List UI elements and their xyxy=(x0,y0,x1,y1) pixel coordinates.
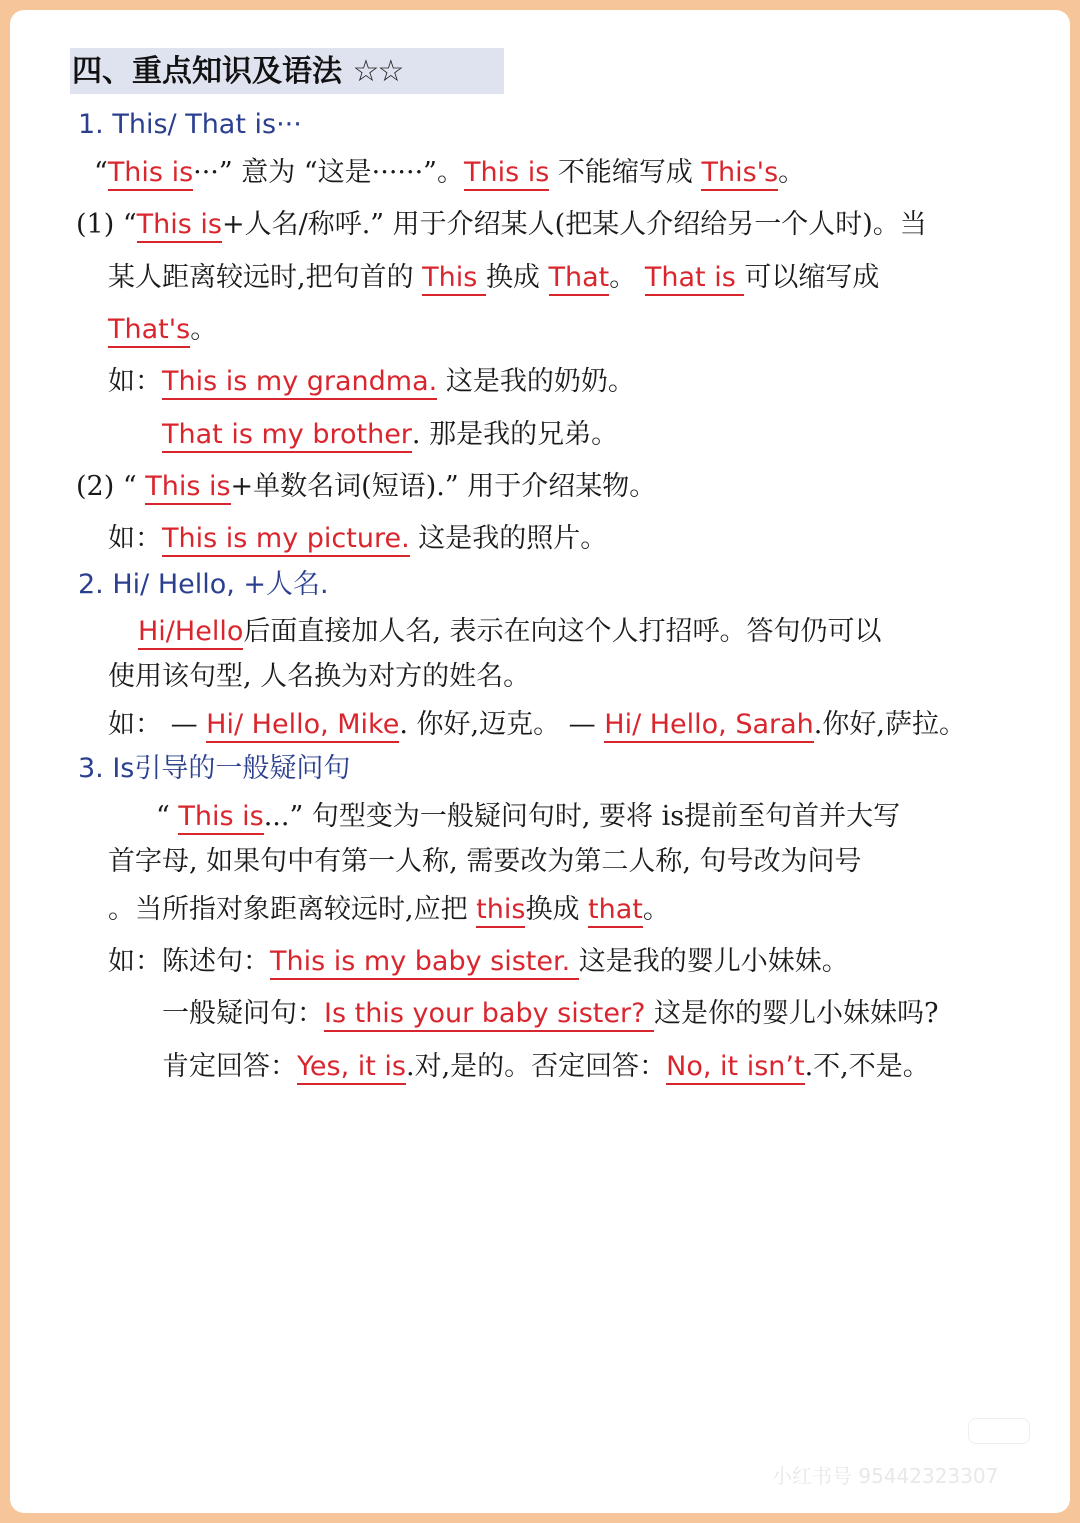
keyword-this-is: This is xyxy=(108,157,193,191)
example-sentence: Is this your baby sister? xyxy=(324,998,654,1032)
keyword-this-is: This is xyxy=(178,801,263,835)
keyword-that-s: That's xyxy=(108,314,190,348)
keyword-that: that xyxy=(588,894,643,928)
example-line: 如： — Hi/ Hello, Mike. 你好,迈克。 — Hi/ Hello, Sarah.你好,萨拉。 xyxy=(108,708,966,742)
section-2-line-2: 使用该句型, 人名换为对方的姓名。 xyxy=(108,661,531,692)
section-1-line-1: “This is···” 意为 “这是······”。This is 不能缩写成 This's。 xyxy=(94,156,805,190)
keyword-that-is: That is xyxy=(645,262,744,296)
section-1-heading: 1. This/ That is··· xyxy=(78,109,302,140)
section-3-line-1: “ This is...” 句型变为一般疑问句时, 要将 is提前至句首并大写 xyxy=(156,800,900,834)
section-1-line-4: That's。 xyxy=(108,313,217,347)
keyword-this-s: This's xyxy=(701,157,778,191)
keyword-this: this xyxy=(476,894,525,928)
example-sentence: Hi/ Hello, Mike xyxy=(206,709,399,743)
keyword-this-is: This is xyxy=(137,209,222,243)
example-line: 如：This is my picture. 这是我的照片。 xyxy=(108,522,607,556)
star-rating-icon: ☆☆ xyxy=(352,54,403,89)
keyword-hi-hello: Hi/Hello xyxy=(138,616,243,650)
keyword-that: That xyxy=(549,262,610,296)
example-line: 一般疑问句：Is this your baby sister? 这是你的婴儿小妹妹吗? xyxy=(162,997,938,1031)
example-line: 如：This is my grandma. 这是我的奶奶。 xyxy=(108,365,635,399)
example-sentence: Hi/ Hello, Sarah xyxy=(604,709,814,743)
watermark: 小红书号 95442323307 xyxy=(772,1464,999,1488)
section-1-line-3: 某人距离较远时,把句首的 This 换成 That。 That is 可以缩写成 xyxy=(108,261,879,295)
keyword-this-is: This is xyxy=(464,157,549,191)
section-3-line-3: 。当所指对象距离较远时,应把 this换成 that。 xyxy=(108,893,670,927)
example-sentence: This is my baby sister. xyxy=(270,946,579,980)
section-3-heading: 3. Is引导的一般疑问句 xyxy=(78,753,351,784)
answer-yes: Yes, it is xyxy=(297,1051,406,1085)
section-2-line-1: Hi/Hello后面直接加人名, 表示在向这个人打招呼。答句仍可以 xyxy=(138,615,882,649)
example-sentence: This is my picture. xyxy=(162,523,410,557)
watermark-logo-icon xyxy=(968,1418,1030,1444)
section-3-line-2: 首字母, 如果句中有第一人称, 需要改为第二人称, 句号改为问号 xyxy=(108,846,862,877)
keyword-this-is: This is xyxy=(145,471,230,505)
example-sentence: That is my brother xyxy=(162,419,412,453)
example-line: That is my brother. 那是我的兄弟。 xyxy=(162,418,618,452)
title-text: 四、重点知识及语法 xyxy=(72,54,342,89)
section-2-heading: 2. Hi/ Hello, +人名. xyxy=(78,569,329,600)
answer-no: No, it isn’t xyxy=(666,1051,804,1085)
example-line: 肯定回答：Yes, it is.对,是的。否定回答：No, it isn’t.不,不是。 xyxy=(162,1050,930,1084)
example-line: 如：陈述句：This is my baby sister. 这是我的婴儿小妹妹。 xyxy=(108,945,849,979)
example-sentence: This is my grandma. xyxy=(162,366,437,400)
page-title xyxy=(72,54,402,90)
section-1-line-7: (2) “ This is+单数名词(短语).” 用于介绍某物。 xyxy=(76,470,656,504)
keyword-this: This xyxy=(422,262,486,296)
section-1-line-2: (1) “This is+人名/称呼.” 用于介绍某人(把某人介绍给另一个人时)。当 xyxy=(76,208,927,242)
